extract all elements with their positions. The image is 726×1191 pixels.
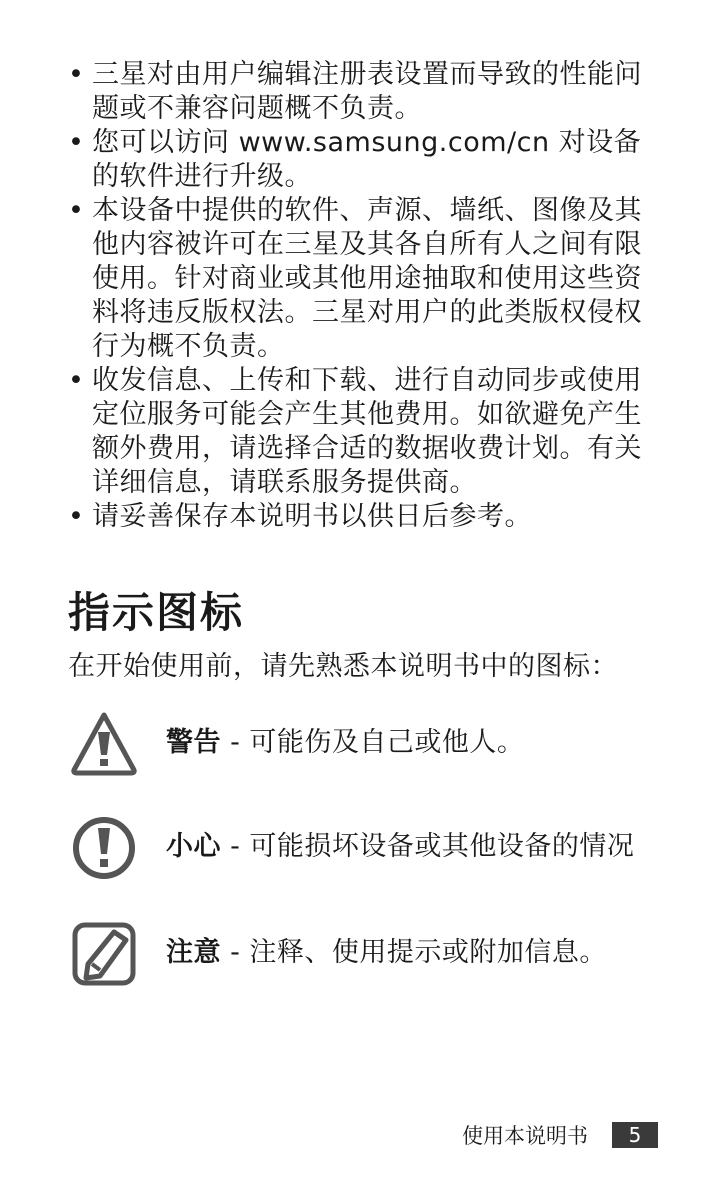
- bullet-text: 本设备中提供的软件、声源、墙纸、图像及其他内容被许可在三星及其各自所有人之间有限使用。针对商业或其他用途抽取和使用这些资料将违反版权法。三星对用户的此类版权侵权行为概不负责。: [92, 195, 642, 362]
- bullet-marker: •: [68, 59, 85, 90]
- bullet-marker: •: [68, 127, 85, 158]
- legend-description: 注释、使用提示或附加信息。: [249, 937, 607, 968]
- bullet-text: 三星对由用户编辑注册表设置而导致的性能问题或不兼容问题概不负责。: [92, 59, 642, 124]
- legend-description: 可能损坏设备或其他设备的情况: [249, 831, 635, 862]
- warning-triangle-icon: [70, 710, 138, 778]
- legend-label: 注意: [166, 937, 221, 968]
- bullet-text: 请妥善保存本说明书以供日后参考。: [92, 501, 532, 532]
- bullet-marker: •: [68, 195, 85, 226]
- list-item: [68, 500, 668, 534]
- legend-description: 可能伤及自己或他人。: [249, 727, 525, 758]
- icon-legend-text: [166, 830, 634, 864]
- legend-separator: -: [221, 727, 250, 758]
- list-item: [68, 194, 668, 364]
- caution-circle-icon: [70, 814, 138, 882]
- list-item: [68, 126, 668, 194]
- legend-label: 警告: [166, 727, 221, 758]
- page-number: 5: [612, 1122, 658, 1148]
- icon-legend-text: [166, 936, 607, 970]
- list-item: [68, 58, 668, 126]
- bullet-list: [68, 58, 668, 534]
- bullet-marker: •: [68, 365, 85, 396]
- footer-section-title: 使用本说明书: [462, 1124, 588, 1148]
- legend-label: 小心: [166, 831, 221, 862]
- bullet-text: 收发信息、上传和下载、进行自动同步或使用定位服务可能会产生其他费用。如欲避免产生额外费用，请选择合适的数据收费计划。有关详细信息，请联系服务提供商。: [92, 365, 642, 498]
- icon-legend-warning: [70, 710, 690, 780]
- icon-legend-text: [166, 726, 524, 760]
- section-intro: 在开始使用前，请先熟悉本说明书中的图标：: [68, 651, 618, 682]
- icon-legend-caution: [70, 814, 690, 884]
- icon-legend-note: [70, 920, 690, 990]
- note-pencil-icon: [70, 920, 138, 988]
- legend-separator: -: [221, 831, 250, 862]
- bullet-text: 您可以访问 www.samsung.com/cn 对设备的软件进行升级。: [92, 127, 642, 192]
- legend-separator: -: [221, 937, 250, 968]
- section-title: 指示图标: [68, 588, 245, 637]
- list-item: [68, 364, 668, 500]
- bullet-marker: •: [68, 501, 85, 532]
